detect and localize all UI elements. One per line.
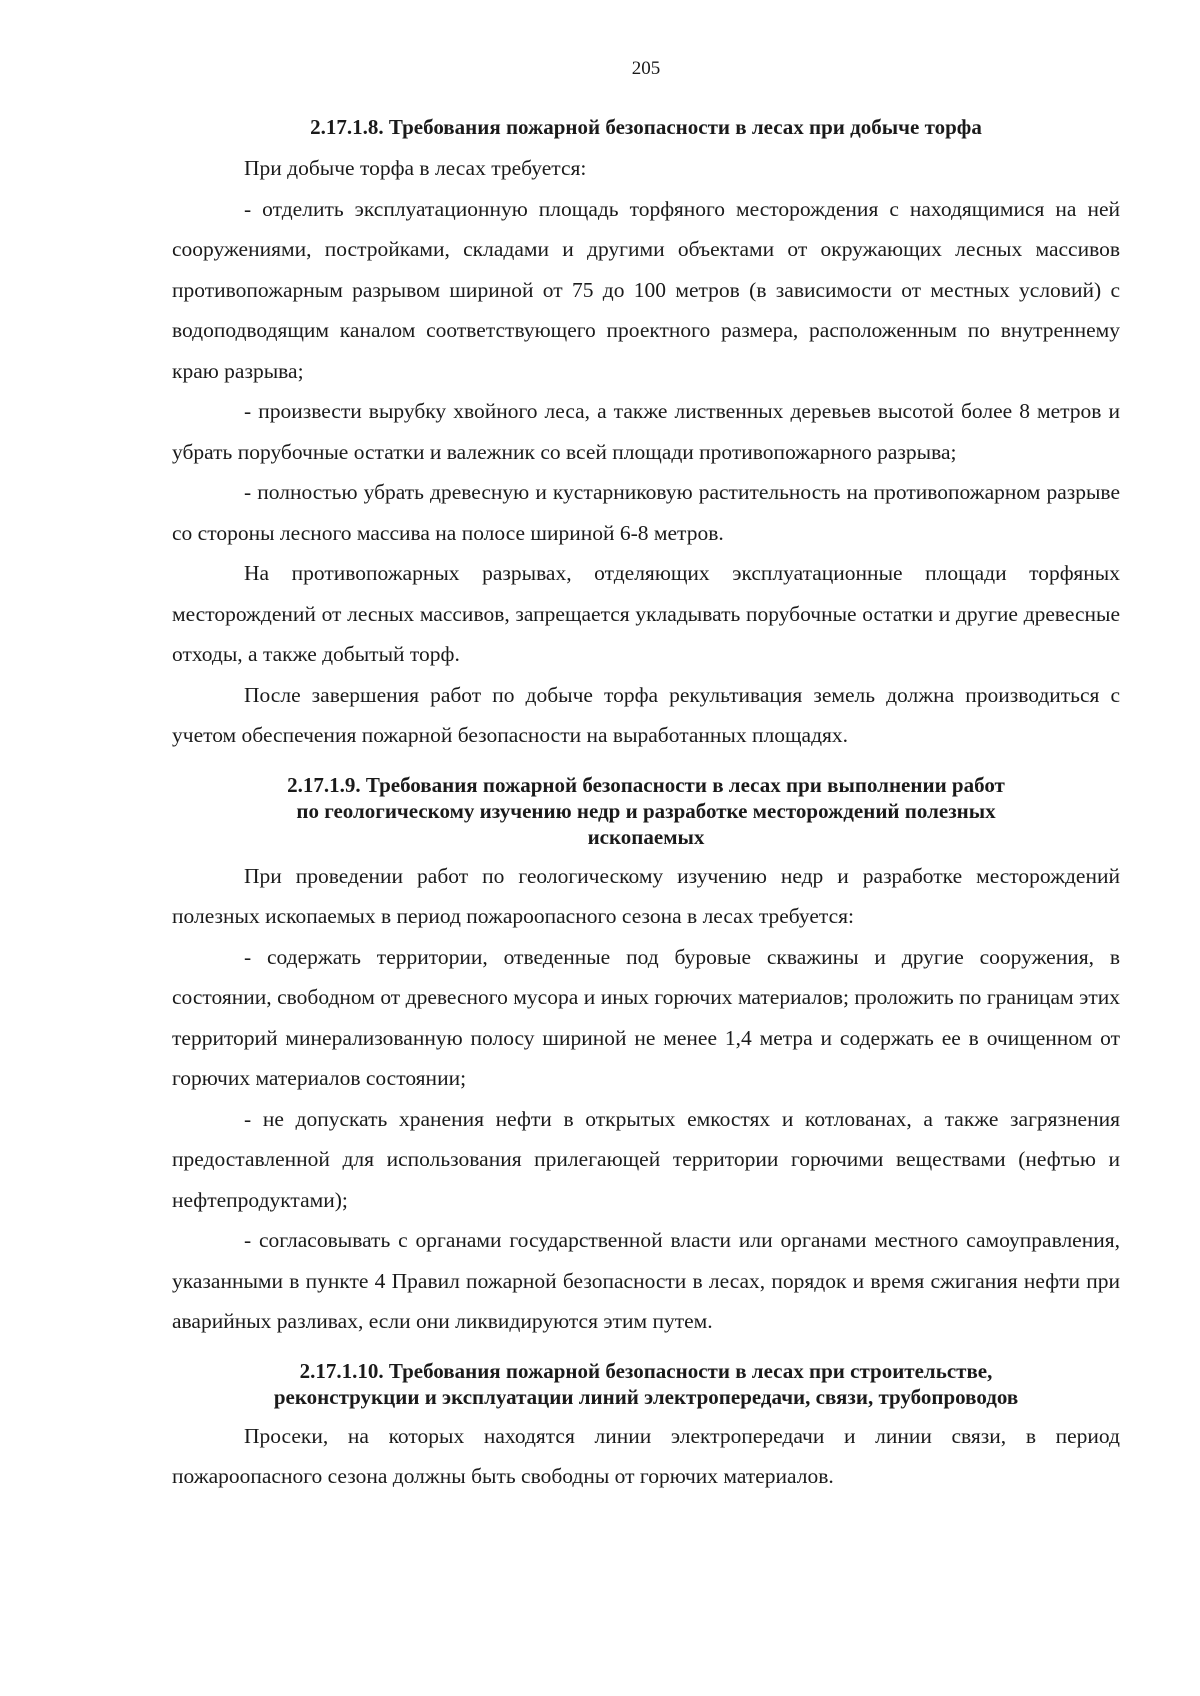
list-item: - полностью убрать древесную и кустарниковую растительность на противопожарном разрыве со стороны лесного массива на полосе шириной 6-8 метров. <box>172 480 1120 545</box>
section-heading-2-17-1-9 <box>172 772 1120 850</box>
paragraph: После завершения работ по добыче торфа рекультивация земель должна производиться с учетом обеспечения пожарной безопасности на выработанных площадях. <box>172 682 1120 747</box>
list-item: - содержать территории, отведенные под буровые скважины и другие сооружения, в состоянии, свободном от древесного мусора и иных горючих материалов; проложить по границам этих территорий минерализованную полосу шириной не менее 1,4 метра и содержать ее в очищенном от горючих материалов состоянии; <box>172 944 1120 1090</box>
paragraph: При проведении работ по геологическому изучению недр и разработке месторождений полезных ископаемых в период пожароопасного сезона в лесах требуется: <box>172 863 1120 928</box>
page-number: 205 <box>631 58 661 79</box>
heading-line: по геологическому изучению недр и разработке месторождений полезных <box>296 798 996 823</box>
paragraph: На противопожарных разрывах, отделяющих эксплуатационные площади торфяных месторождений от лесных массивов, запрещается укладывать порубочные остатки и другие древесные отходы, а также добытый торф. <box>172 561 1120 666</box>
list-item: - произвести вырубку хвойного леса, а также лиственных деревьев высотой более 8 метров и убрать порубочные остатки и валежник со всей площади противопожарного разрыва; <box>172 399 1120 464</box>
section-heading-2-17-1-10 <box>172 1358 1120 1410</box>
section-heading-2-17-1-8: 2.17.1.8. Требования пожарной безопасности в лесах при добыче торфа <box>310 115 982 139</box>
paragraph: При добыче торфа в лесах требуется: <box>244 156 587 180</box>
heading-line: 2.17.1.9. Требования пожарной безопасности в лесах при выполнении работ <box>287 772 1005 797</box>
list-item: - не допускать хранения нефти в открытых емкостях и котлованах, а также загрязнения предоставленной для использования прилегающей территории горючими веществами (нефтью и нефтепродуктами); <box>172 1106 1120 1212</box>
list-item: - согласовывать с органами государственной власти или органами местного самоуправления, указанными в пункте 4 Правил пожарной безопасности в лесах, порядок и время сжигания нефти при аварийных разливах, если они ликвидируются этим путем. <box>172 1228 1120 1333</box>
paragraph: Просеки, на которых находятся линии электропередачи и линии связи, в период пожароопасного сезона должны быть свободны от горючих материалов. <box>172 1423 1120 1488</box>
page-content <box>172 112 1120 1497</box>
list-item: - отделить эксплуатационную площадь торфяного месторождения с находящимися на ней сооружениями, постройками, складами и другими объектами от окружающих лесных массивов противопожарным разрывом шириной от 75 до 100 метров (в зависимости от местных условий) с водоподводящим каналом соответствующего проектного размера, расположенным по внутреннему краю разрыва; <box>172 196 1120 383</box>
heading-line: 2.17.1.10. Требования пожарной безопасности в лесах при строительстве, <box>299 1358 993 1383</box>
heading-line: ископаемых <box>587 824 705 849</box>
heading-line: реконструкции и эксплуатации линий электропередачи, связи, трубопроводов <box>273 1384 1019 1409</box>
